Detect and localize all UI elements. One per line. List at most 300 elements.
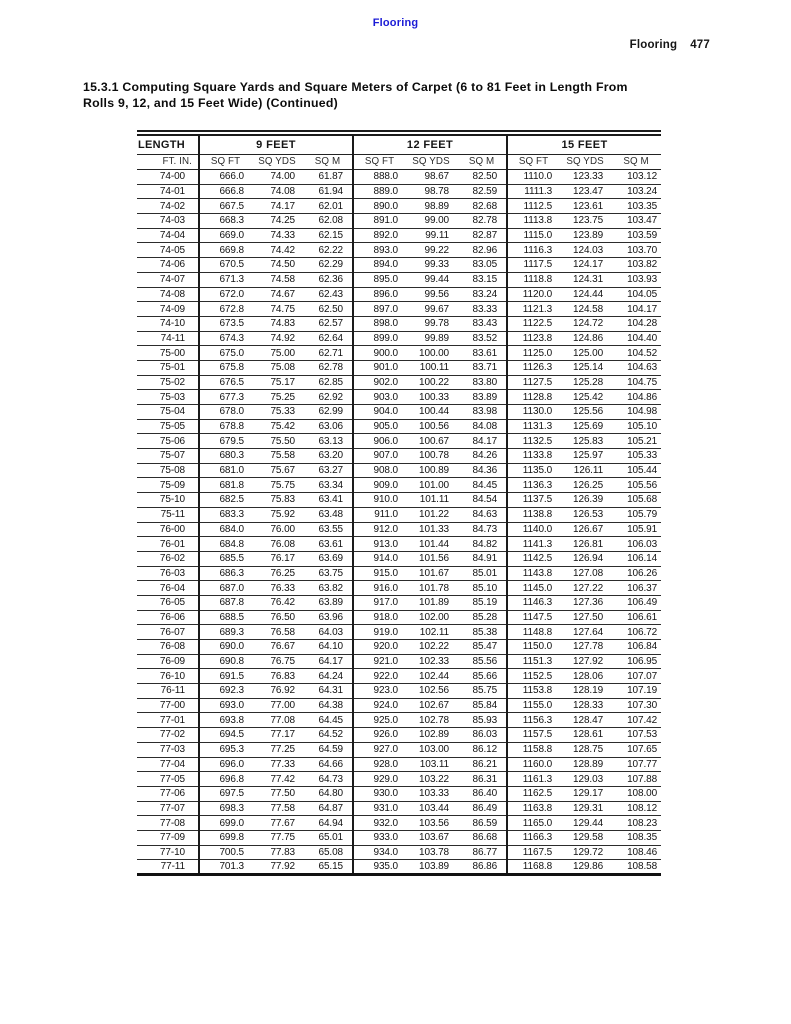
cell: 696.0 (199, 757, 251, 772)
row-length-label: 77-08 (137, 816, 199, 831)
cell: 682.5 (199, 493, 251, 508)
cell: 127.92 (559, 654, 611, 669)
cell: 77.75 (251, 830, 303, 845)
cell: 77.58 (251, 801, 303, 816)
cell: 898.0 (353, 316, 405, 331)
table-row (137, 478, 661, 493)
cell: 1157.5 (507, 728, 559, 743)
cell: 126.81 (559, 537, 611, 552)
cell: 64.17 (303, 654, 353, 669)
cell: 683.3 (199, 507, 251, 522)
cell: 64.10 (303, 640, 353, 655)
cell: 129.72 (559, 845, 611, 860)
cell: 108.58 (627, 861, 658, 873)
row-length-label: 77-05 (137, 772, 199, 787)
sqm-header-15: SQ M (611, 154, 661, 170)
sqm-header-9: SQ M (303, 154, 353, 170)
table-row (137, 405, 661, 420)
cell: 86.12 (457, 742, 507, 757)
cell: 76.33 (251, 581, 303, 596)
cell: 684.8 (199, 537, 251, 552)
sqft-header-15: SQ FT (507, 154, 559, 170)
cell: 100.67 (405, 434, 457, 449)
cell: 902.0 (353, 375, 405, 390)
cell: 1156.3 (507, 713, 559, 728)
cell: 690.8 (199, 654, 251, 669)
cell: 126.39 (559, 493, 611, 508)
row-length-label: 74-05 (137, 243, 199, 258)
ft-in-column-header: FT. IN. (137, 154, 199, 170)
cell: 699.0 (199, 816, 251, 831)
cell: 102.78 (405, 713, 457, 728)
cell: 897.0 (353, 302, 405, 317)
cell: 125.28 (559, 375, 611, 390)
cell: 124.86 (559, 331, 611, 346)
cell: 64.80 (303, 786, 353, 801)
cell: 74.75 (251, 302, 303, 317)
cell: 123.75 (559, 214, 611, 229)
table-row (137, 199, 661, 214)
cell: 684.0 (199, 522, 251, 537)
cell: 75.83 (251, 493, 303, 508)
cell: 63.55 (303, 522, 353, 537)
cell: 1161.3 (507, 772, 559, 787)
row-length-label: 74-02 (137, 199, 199, 214)
cell: 127.36 (559, 595, 611, 610)
table-row (137, 375, 661, 390)
cell: 100.44 (405, 405, 457, 420)
cell: 82.68 (457, 199, 507, 214)
cell: 64.45 (303, 713, 353, 728)
cell: 127.78 (559, 640, 611, 655)
cell: 669.0 (199, 228, 251, 243)
cell: 83.98 (457, 405, 507, 420)
cell: 101.11 (405, 493, 457, 508)
cell: 86.03 (457, 728, 507, 743)
cell: 65.08 (303, 845, 353, 860)
cell: 83.33 (457, 302, 507, 317)
cell: 105.33 (611, 449, 661, 464)
cell: 108.23 (611, 816, 661, 831)
row-length-label: 74-06 (137, 258, 199, 273)
table-row (137, 463, 661, 478)
cell: 102.11 (405, 625, 457, 640)
cell: 75.33 (251, 405, 303, 420)
cell: 124.58 (559, 302, 611, 317)
carpet-table-wrapper (137, 130, 661, 876)
row-length-label: 75-08 (137, 463, 199, 478)
cell: 666.0 (199, 170, 251, 185)
cell: 75.50 (251, 434, 303, 449)
row-length-label: 76-04 (137, 581, 199, 596)
cell: 103.33 (405, 786, 457, 801)
cell: 687.8 (199, 595, 251, 610)
cell: 125.42 (559, 390, 611, 405)
cell: 63.61 (303, 537, 353, 552)
cell: 104.63 (611, 360, 661, 375)
cell: 64.31 (303, 684, 353, 699)
cell: 83.89 (457, 390, 507, 405)
cell: 1117.5 (507, 258, 559, 273)
cell: 103.24 (611, 184, 661, 199)
cell: 689.3 (199, 625, 251, 640)
row-length-label: 74-01 (137, 184, 199, 199)
cell: 61.94 (303, 184, 353, 199)
cell: 1158.8 (507, 742, 559, 757)
cell: 85.84 (457, 698, 507, 713)
row-length-label: 76-01 (137, 537, 199, 552)
row-length-label: 74-04 (137, 228, 199, 243)
cell: 912.0 (353, 522, 405, 537)
cell: 76.50 (251, 610, 303, 625)
cell: 919.0 (353, 625, 405, 640)
cell: 1162.5 (507, 786, 559, 801)
cell: 679.5 (199, 434, 251, 449)
cell: 85.01 (457, 566, 507, 581)
cell: 63.20 (303, 449, 353, 464)
row-length-label: 77-09 (137, 830, 199, 845)
cell: 670.5 (199, 258, 251, 273)
cell: 62.50 (303, 302, 353, 317)
cell: 107.30 (611, 698, 661, 713)
cell: 934.0 (353, 845, 405, 860)
table-row (137, 581, 661, 596)
table-row (137, 669, 661, 684)
cell: 691.5 (199, 669, 251, 684)
cell: 102.67 (405, 698, 457, 713)
cell: 899.0 (353, 331, 405, 346)
cell: 125.83 (559, 434, 611, 449)
cell: 1167.5 (507, 845, 559, 860)
cell: 103.00 (405, 742, 457, 757)
row-length-label: 75-01 (137, 360, 199, 375)
cell: 676.5 (199, 375, 251, 390)
table-row (137, 390, 661, 405)
table-row (137, 566, 661, 581)
cell: 123.33 (559, 170, 611, 185)
cell: 62.85 (303, 375, 353, 390)
cell: 63.41 (303, 493, 353, 508)
cell: 100.89 (405, 463, 457, 478)
cell: 106.14 (611, 551, 661, 566)
cell: 1148.8 (507, 625, 559, 640)
cell: 101.56 (405, 551, 457, 566)
cell: 86.40 (457, 786, 507, 801)
cell: 64.87 (303, 801, 353, 816)
cell: 82.78 (457, 214, 507, 229)
cell: 128.47 (559, 713, 611, 728)
cell: 125.56 (559, 405, 611, 420)
cell: 891.0 (353, 214, 405, 229)
cell: 697.5 (199, 786, 251, 801)
cell: 1152.5 (507, 669, 559, 684)
cell: 84.45 (457, 478, 507, 493)
cell: 76.17 (251, 551, 303, 566)
cell: 105.91 (611, 522, 661, 537)
row-length-label: 74-03 (137, 214, 199, 229)
table-row (137, 801, 661, 816)
cell: 1137.5 (507, 493, 559, 508)
carpet-conversion-table (137, 134, 661, 876)
table-row (137, 522, 661, 537)
cell: 84.26 (457, 449, 507, 464)
cell: 85.47 (457, 640, 507, 655)
table-row (137, 698, 661, 713)
cell: 104.17 (611, 302, 661, 317)
cell: 923.0 (353, 684, 405, 699)
cell: 914.0 (353, 551, 405, 566)
cell: 99.67 (405, 302, 457, 317)
cell: 62.64 (303, 331, 353, 346)
row-length-label: 75-03 (137, 390, 199, 405)
cell: 701.3 (219, 861, 244, 873)
cell: 916.0 (353, 581, 405, 596)
cell: 1135.0 (507, 463, 559, 478)
cell: 86.31 (457, 772, 507, 787)
row-length-label: 75-02 (137, 375, 199, 390)
cell: 106.37 (611, 581, 661, 596)
cell: 77.17 (251, 728, 303, 743)
cell: 921.0 (353, 654, 405, 669)
row-length-label: 75-10 (137, 493, 199, 508)
cell: 103.56 (405, 816, 457, 831)
cell: 127.50 (559, 610, 611, 625)
cell: 63.69 (303, 551, 353, 566)
cell: 681.0 (199, 463, 251, 478)
cell: 124.72 (559, 316, 611, 331)
cell: 101.89 (405, 595, 457, 610)
cell: 62.15 (303, 228, 353, 243)
cell: 695.3 (199, 742, 251, 757)
cell: 76.08 (251, 537, 303, 552)
cell: 1165.0 (507, 816, 559, 831)
cell: 672.8 (199, 302, 251, 317)
cell: 920.0 (353, 640, 405, 655)
cell: 129.03 (559, 772, 611, 787)
cell: 103.35 (611, 199, 661, 214)
cell: 673.5 (199, 316, 251, 331)
cell: 888.0 (353, 170, 405, 185)
cell: 917.0 (353, 595, 405, 610)
cell: 908.0 (353, 463, 405, 478)
cell: 909.0 (353, 478, 405, 493)
flooring-nav-link[interactable]: Flooring (372, 17, 419, 29)
cell: 99.89 (405, 331, 457, 346)
table-row (137, 610, 661, 625)
table-row (137, 595, 661, 610)
row-length-label: 75-09 (137, 478, 199, 493)
cell: 910.0 (353, 493, 405, 508)
cell: 1147.5 (507, 610, 559, 625)
cell: 685.5 (199, 551, 251, 566)
row-length-label: 76-03 (137, 566, 199, 581)
cell: 102.56 (405, 684, 457, 699)
cell: 905.0 (353, 419, 405, 434)
cell: 1121.3 (507, 302, 559, 317)
top-nav-link-container (0, 13, 791, 31)
cell: 669.8 (199, 243, 251, 258)
table-row (137, 728, 661, 743)
table-row (137, 243, 661, 258)
cell: 1128.8 (507, 390, 559, 405)
cell: 126.25 (559, 478, 611, 493)
section-title-line-2: Rolls 9, 12, and 15 Feet Wide) (Continued) (83, 95, 338, 110)
cell: 100.56 (405, 419, 457, 434)
cell: 86.86 (457, 860, 507, 875)
cell: 108.00 (611, 786, 661, 801)
cell: 107.07 (611, 669, 661, 684)
cell: 1133.8 (507, 449, 559, 464)
cell: 1140.0 (507, 522, 559, 537)
sqft-header-12: SQ FT (353, 154, 405, 170)
cell: 103.12 (611, 170, 661, 185)
cell: 64.38 (303, 698, 353, 713)
table-row (137, 214, 661, 229)
table-row (137, 507, 661, 522)
cell: 65.15 (303, 860, 353, 875)
cell: 75.75 (251, 478, 303, 493)
table-row (137, 331, 661, 346)
cell: 103.22 (405, 772, 457, 787)
cell: 77.00 (251, 698, 303, 713)
group-header-9-feet: 9 FEET (199, 135, 353, 154)
cell: 103.93 (611, 272, 661, 287)
cell: 64.52 (303, 728, 353, 743)
table-row (137, 713, 661, 728)
cell: 101.22 (405, 507, 457, 522)
table-row (137, 258, 661, 273)
cell: 1130.0 (507, 405, 559, 420)
cell: 75.08 (251, 360, 303, 375)
cell: 1120.0 (507, 287, 559, 302)
cell: 681.8 (199, 478, 251, 493)
cell: 125.97 (559, 449, 611, 464)
cell: 687.0 (199, 581, 251, 596)
cell: 1142.5 (507, 551, 559, 566)
table-row (137, 419, 661, 434)
cell: 107.65 (611, 742, 661, 757)
cell: 82.50 (457, 170, 507, 185)
cell: 62.92 (303, 390, 353, 405)
cell: 76.92 (251, 684, 303, 699)
cell: 63.27 (303, 463, 353, 478)
cell: 63.75 (303, 566, 353, 581)
cell: 932.0 (353, 816, 405, 831)
cell: 927.0 (353, 742, 405, 757)
cell: 108.46 (611, 845, 661, 860)
cell: 677.3 (199, 390, 251, 405)
cell: 82.96 (457, 243, 507, 258)
cell: 77.42 (251, 772, 303, 787)
cell: 1123.8 (507, 331, 559, 346)
sub-header-row (137, 154, 661, 170)
table-body (137, 170, 661, 875)
cell: 107.88 (611, 772, 661, 787)
cell: 77.92 (270, 861, 295, 873)
cell: 678.0 (199, 405, 251, 420)
cell: 101.78 (405, 581, 457, 596)
cell: 65.01 (303, 830, 353, 845)
table-row (137, 830, 661, 845)
cell: 75.58 (251, 449, 303, 464)
cell: 672.0 (199, 287, 251, 302)
table-row (137, 860, 661, 875)
table-row (137, 786, 661, 801)
cell: 929.0 (353, 772, 405, 787)
cell: 690.0 (199, 640, 251, 655)
cell: 103.82 (611, 258, 661, 273)
cell: 105.21 (611, 434, 661, 449)
row-length-label: 76-08 (137, 640, 199, 655)
cell: 105.44 (611, 463, 661, 478)
cell: 84.63 (457, 507, 507, 522)
cell: 1168.8 (522, 861, 553, 873)
table-row (137, 845, 661, 860)
table-row (137, 772, 661, 787)
cell: 128.75 (559, 742, 611, 757)
cell: 675.0 (199, 346, 251, 361)
cell: 926.0 (353, 728, 405, 743)
cell: 86.49 (457, 801, 507, 816)
cell: 1111.3 (507, 184, 559, 199)
table-row (137, 287, 661, 302)
cell: 64.24 (303, 669, 353, 684)
cell: 63.06 (303, 419, 353, 434)
cell: 85.28 (457, 610, 507, 625)
cell: 126.67 (559, 522, 611, 537)
cell: 123.47 (559, 184, 611, 199)
cell: 125.14 (559, 360, 611, 375)
cell: 84.54 (457, 493, 507, 508)
table-row (137, 272, 661, 287)
cell: 699.8 (199, 830, 251, 845)
cell: 127.64 (559, 625, 611, 640)
cell: 930.0 (353, 786, 405, 801)
cell: 99.78 (405, 316, 457, 331)
cell: 901.0 (353, 360, 405, 375)
table-row (137, 654, 661, 669)
sqm-header-12: SQ M (457, 154, 507, 170)
cell: 75.00 (251, 346, 303, 361)
row-length-label: 75-06 (137, 434, 199, 449)
cell: 129.17 (559, 786, 611, 801)
cell: 1141.3 (507, 537, 559, 552)
cell: 1153.8 (507, 684, 559, 699)
section-title (83, 80, 723, 111)
cell: 106.95 (611, 654, 661, 669)
cell: 77.25 (251, 742, 303, 757)
cell: 890.0 (353, 199, 405, 214)
row-length-label: 77-02 (137, 728, 199, 743)
cell: 84.36 (457, 463, 507, 478)
cell: 667.5 (199, 199, 251, 214)
cell: 85.10 (457, 581, 507, 596)
cell: 1136.3 (507, 478, 559, 493)
cell: 1150.0 (507, 640, 559, 655)
cell: 85.38 (457, 625, 507, 640)
cell: 1166.3 (507, 830, 559, 845)
row-length-label: 76-10 (137, 669, 199, 684)
cell: 1110.0 (507, 170, 559, 185)
row-length-label: 74-11 (137, 331, 199, 346)
row-length-label: 76-06 (137, 610, 199, 625)
cell: 77.33 (251, 757, 303, 772)
cell: 1126.3 (507, 360, 559, 375)
cell: 77.08 (251, 713, 303, 728)
cell: 1118.8 (507, 272, 559, 287)
row-length-label: 75-04 (137, 405, 199, 420)
cell: 102.22 (405, 640, 457, 655)
